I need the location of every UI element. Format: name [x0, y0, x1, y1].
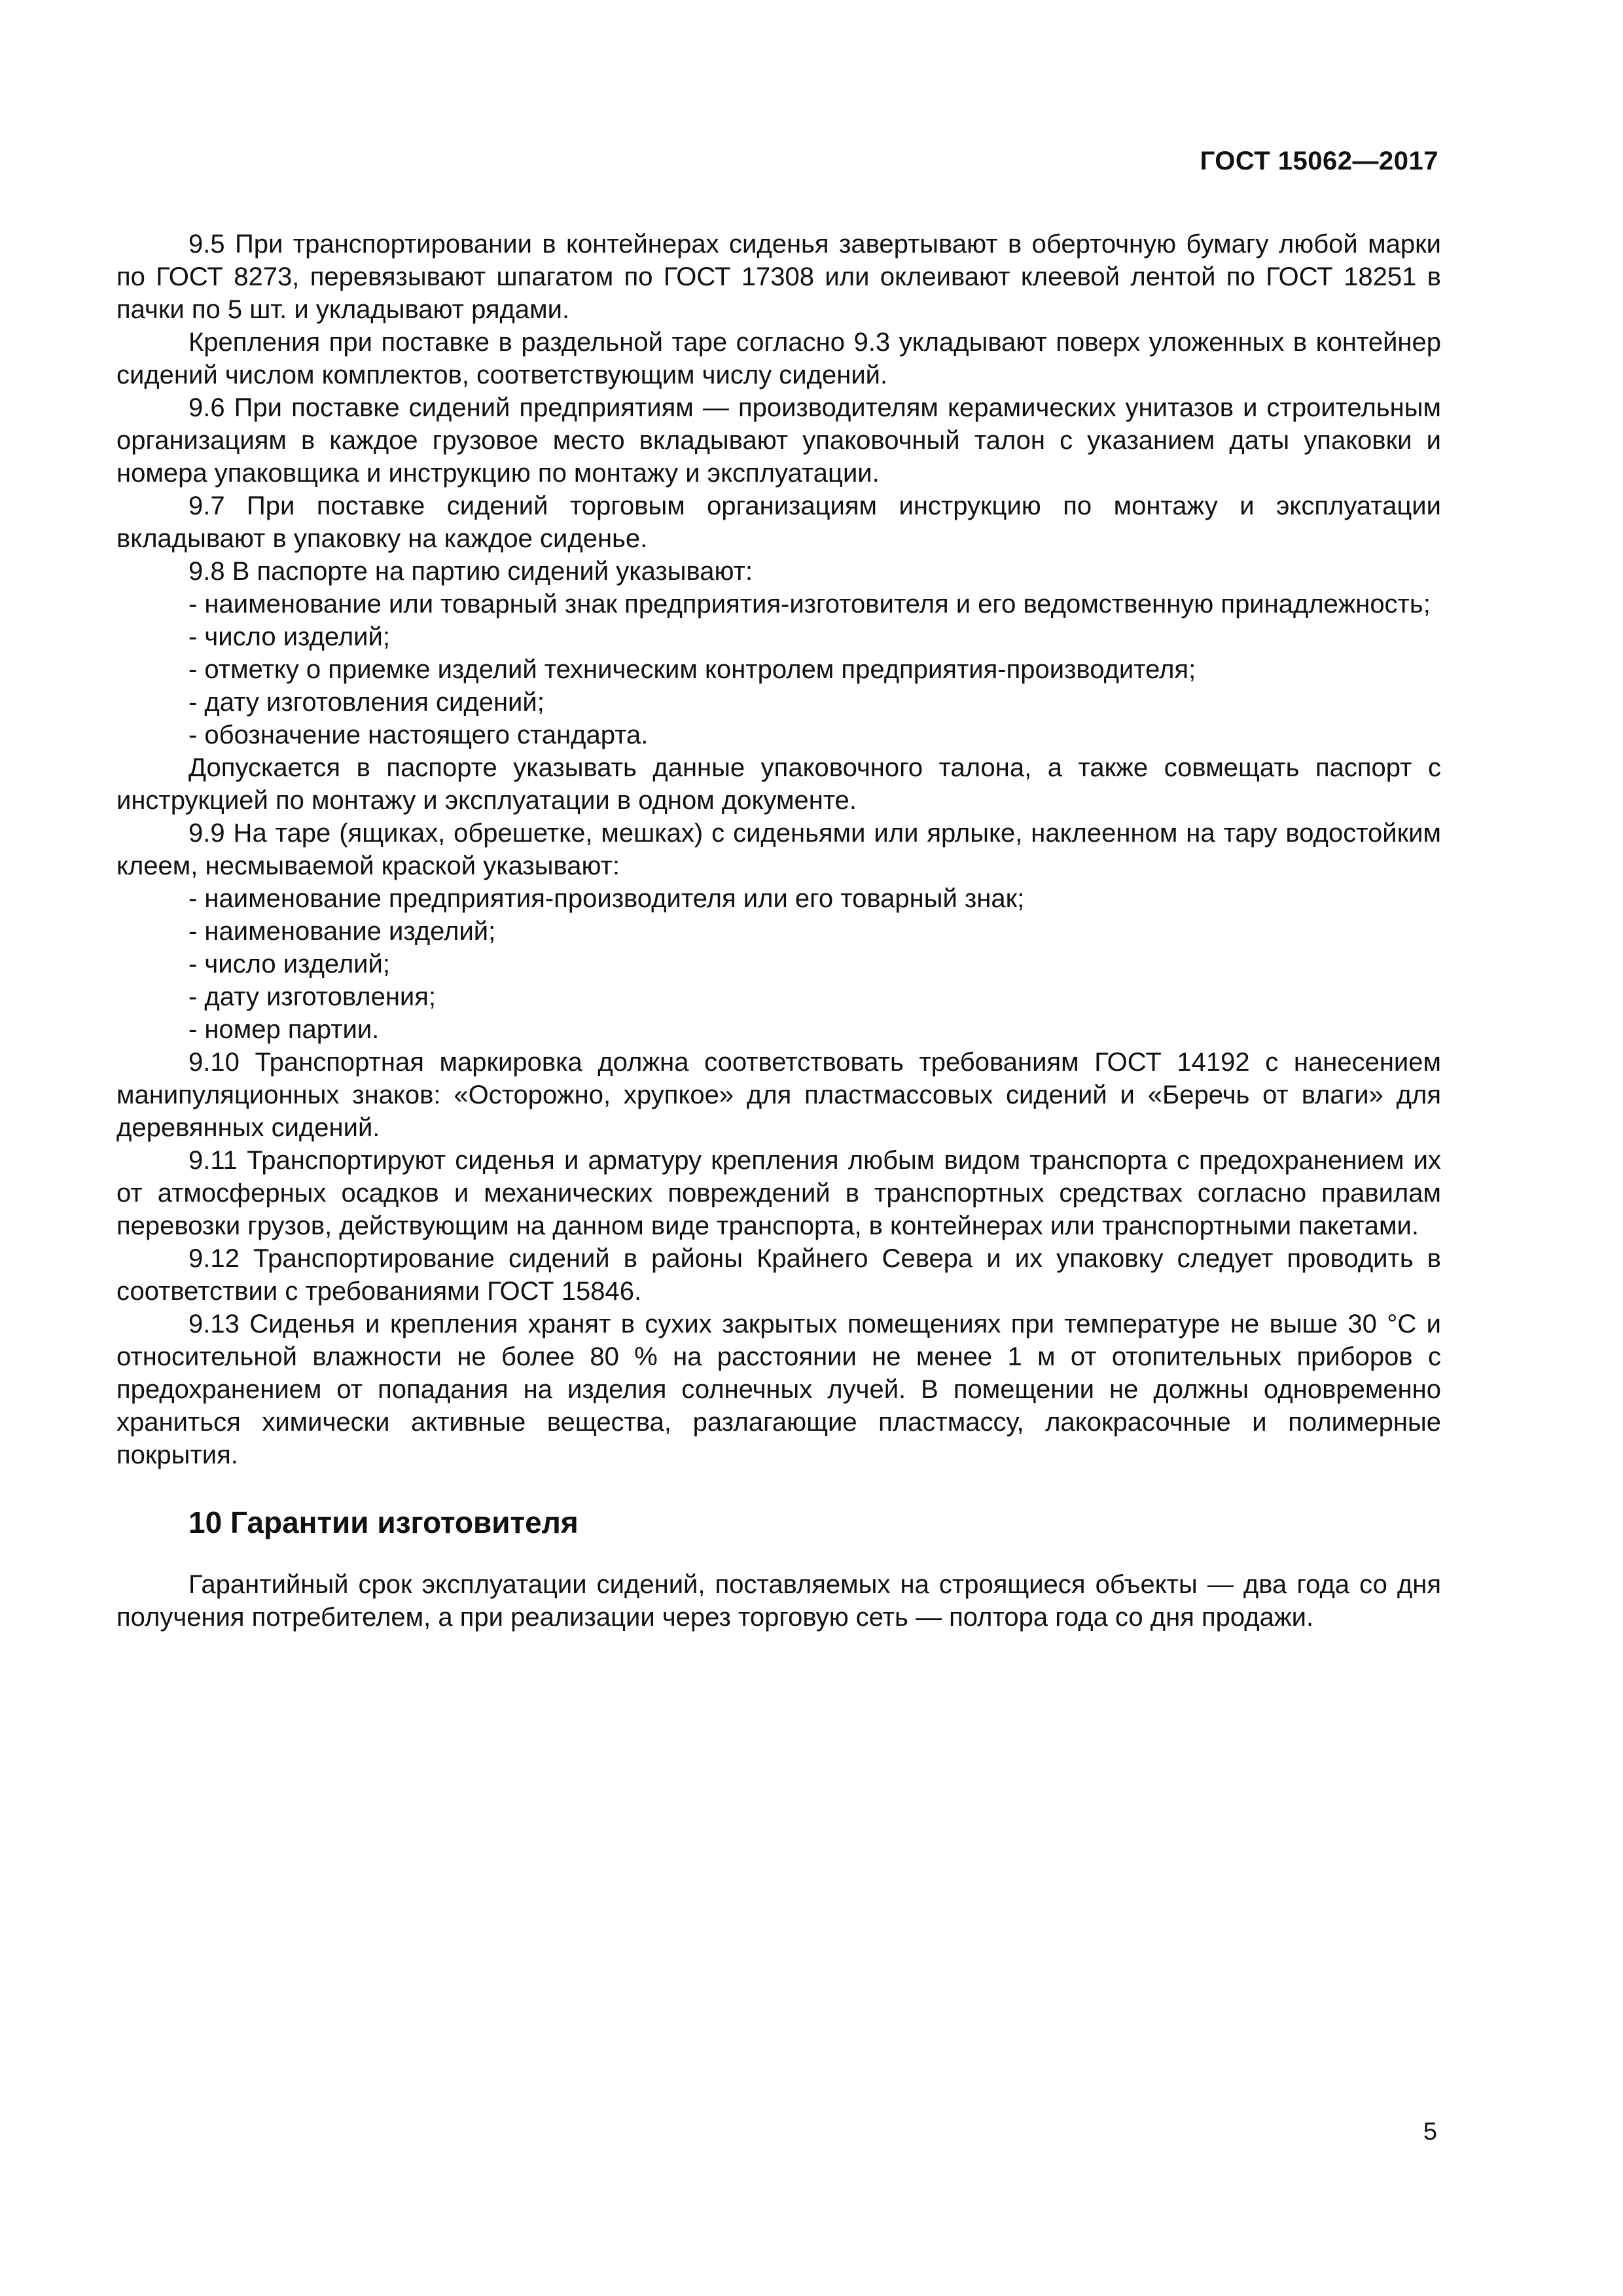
document-body	[116, 228, 1441, 1634]
list-item: - число изделий;	[188, 950, 390, 978]
list-item: - номер партии.	[188, 1015, 380, 1044]
list-item: - дату изготовления сидений;	[188, 688, 544, 717]
paragraph-9-13: 9.13 Сиденья и крепления хранят в сухих закрытых помещениях при температуре не выше 30 °С и относительной влажности не более 80 % на расстоянии не менее 1 м от отопительных приборов с предохранением от попадания на изделия солнечных лучей. В помещении не должны одновременно храниться химически активные вещества, разлагающие пластмассу, лакокрасочные и полимерные покрытия.	[116, 1310, 1441, 1469]
paragraph-10-warranty: Гарантийный срок эксплуатации сидений, поставляемых на строящиеся объекты — два года со дня получения потребителем, а при реализации через торговую сеть — полтора года со дня продажи.	[116, 1570, 1441, 1632]
paragraph-9-5: 9.5 При транспортировании в контейнерах сиденья завертывают в оберточную бумагу любой марки по ГОСТ 8273, перевязывают шпагатом по ГОСТ 17308 или оклеивают клеевой лентой по ГОСТ 18251 в пачки по 5 шт. и укладывают рядами.	[116, 230, 1441, 324]
paragraph-9-8: 9.8 В паспорте на партию сидений указывают:	[188, 557, 753, 586]
paragraph-9-9: 9.9 На таре (ящиках, обрешетке, мешках) с сиденьями или ярлыке, наклеенном на тару водостойким клеем, несмываемой краской указывают:	[116, 819, 1441, 880]
list-item: - дату изготовления;	[188, 982, 437, 1011]
paragraph-9-10: 9.10 Транспортная маркировка должна соответствовать требованиям ГОСТ 14192 с нанесением манипуляционных знаков: «Осторожно, хрупкое» для пластмассовых сидений и «Беречь от влаги» для деревянных сидений.	[116, 1048, 1441, 1142]
paragraph-9-8-note: Допускается в паспорте указывать данные упаковочного талона, а также совмещать паспорт с инструкцией по монтажу и эксплуатации в одном документе.	[116, 753, 1441, 815]
paragraph-9-11: 9.11 Транспортируют сиденья и арматуру крепления любым видом транспорта с предохранением их от атмосферных осадков и механических повреждений в транспортных средствах согласно правилам перевозки грузов, действующим на данном виде транспорта, в контейнерах или транспортными пакетами.	[116, 1146, 1441, 1240]
standard-id-header: ГОСТ 15062—2017	[1200, 147, 1438, 175]
list-item: - обозначение настоящего стандарта.	[188, 721, 649, 749]
list-item: - число изделий;	[188, 622, 390, 651]
list-item: - отметку о приемке изделий техническим контролем предприятия-производителя;	[188, 655, 1196, 684]
list-item: - наименование или товарный знак предприятия-изготовителя и его ведомственную принадлежность;	[188, 590, 1431, 619]
paragraph-9-7: 9.7 При поставке сидений торговым организациям инструкцию по монтажу и эксплуатации вкладывают в упаковку на каждое сиденье.	[116, 492, 1441, 553]
section-heading-10: 10 Гарантии изготовителя	[188, 1505, 579, 1539]
list-item: - наименование изделий;	[188, 917, 496, 946]
page-number: 5	[1423, 2118, 1437, 2145]
list-item: - наименование предприятия-производителя или его товарный знак;	[188, 884, 1025, 913]
paragraph-9-12: 9.12 Транспортирование сидений в районы Крайнего Севера и их упаковку следует проводить в соответствии с требованиями ГОСТ 15846.	[116, 1244, 1441, 1306]
paragraph-9-6: 9.6 При поставке сидений предприятиям — производителям керамических унитазов и строительным организациям в каждое грузовое место вкладывают упаковочный талон с указанием даты упаковки и номера упаковщика и инструкцию по монтажу и эксплуатации.	[116, 393, 1441, 488]
paragraph-9-5-fastenings: Крепления при поставке в раздельной таре согласно 9.3 укладывают поверх уложенных в контейнер сидений числом комплектов, соответствующим числу сидений.	[116, 328, 1441, 389]
